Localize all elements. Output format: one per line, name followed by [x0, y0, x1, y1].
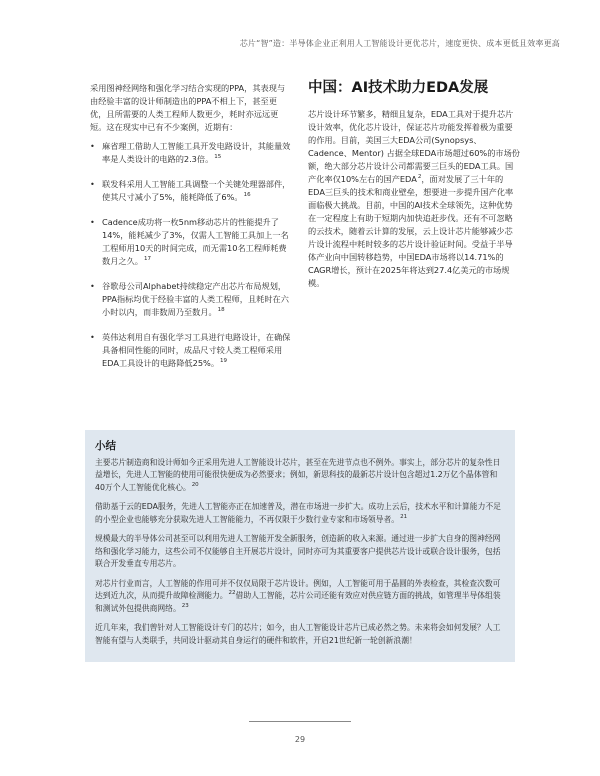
- right-column: [308, 78, 520, 290]
- intro-paragraph: 采用图神经网络和强化学习结合实现的PPA，其表现与由经验丰富的设计师制造出的PPA不相上下，甚至更优，且所需要的人类工程师人数更少，耗时亦远远更短。这在现实中已有不少案例，近期有：: [90, 83, 286, 132]
- footnote-ref: 18: [217, 307, 225, 314]
- summary-paragraph: [95, 578, 505, 616]
- summary-paragraph: [95, 501, 505, 526]
- summary-text-continued: 借助人工智能，芯片公司还能有效应对供应链方面的挑战，如管理半导体组装和测试外包提供商网络。: [95, 591, 501, 613]
- running-header: 芯片“智”造：半导体企业正利用人工智能设计更优芯片，速度更快、成本更低且效率更高: [239, 39, 560, 48]
- list-item: [90, 216, 293, 268]
- list-item-text: 麻省理工借助人工智能工具开发电路设计，其能量效率是人类设计的电路的2.3倍。: [102, 141, 291, 164]
- list-item: [90, 280, 293, 319]
- section-heading: 中国：AI技术助力EDA发展: [308, 80, 489, 96]
- summary-paragraph: [95, 533, 505, 571]
- list-item-text: Cadence成功将一枚5nm移动芯片的性能提升了14%，能耗减少了3%，仅需人工智能工具加上一名工程师用10天的时间完成，而无需10名工程师耗费数月之久。: [102, 217, 289, 266]
- summary-text: 对芯片行业而言，人工智能的作用可并不仅仅局限于芯片设计。例如，人工智能可用于晶圆的外表检查，其检查次数可达到近九次，从而提升故障检测能力。: [95, 578, 501, 600]
- summary-paragraph: [95, 622, 505, 647]
- list-item-text: 联发科采用人工智能工具调整一个关键处理器部件，使其尺寸减小了5%，能耗降低了6%。: [102, 179, 291, 202]
- footnote-ref: 21: [400, 513, 408, 520]
- case-list: [90, 140, 293, 370]
- summary-text: 借助基于云的EDA服务，先进人工智能亦正在加速普及，潜在市场进一步扩大。成功上云后，技术水平和计算能力不足的小型企业也能够充分获取先进人工智能能力，不再仅限于少数行业专家和市场领导者。: [95, 502, 501, 524]
- footnote-ref: 16: [243, 192, 251, 199]
- page-number: 29: [294, 735, 306, 744]
- footnote-ref: 19: [220, 358, 228, 365]
- footnote-ref: 23: [181, 602, 189, 609]
- footnote-ref: 15: [214, 154, 222, 161]
- list-item: [90, 331, 293, 370]
- summary-title: 小结: [95, 440, 116, 452]
- summary-text: 近几年来，我们曾针对人工智能设计专门的芯片；如今，由人工智能设计芯片已成必然之势。未来将会如何发展？人工智能有望与人类联手，共同设计驱动其自身运行的硬件和软件，开启21世纪新一轮创新浪潮！: [95, 623, 501, 645]
- list-item: [90, 140, 293, 166]
- body-paragraph: [308, 108, 520, 290]
- body-text-part1: 芯片设计环节繁多，精细且复杂，EDA工具对于提升芯片设计效率，优化芯片设计，保证芯片功能发挥着极为重要的作用。目前，美国三大EDA公司(Synopsys、Cadence、Mentor) 占据全球EDA市场超过60%的市场份额，绝大部分芯片设计公司都需要三巨头的EDA工具。国产化率仅10%左右的国产EDA: [308, 109, 520, 184]
- footnote-ref: 20: [191, 481, 199, 488]
- footnote-ref: 22: [228, 590, 236, 597]
- footer-divider: [249, 721, 351, 722]
- summary-paragraph: [95, 457, 505, 495]
- footnote-ref: 2: [417, 174, 422, 181]
- list-item: [90, 178, 293, 204]
- summary-text: 规模最大的半导体公司甚至可以利用先进人工智能开发全新服务，创造新的收入来源。通过进一步扩大自身的图神经网络和强化学习能力，这些公司不仅能够自主开展芯片设计，同时亦可为其重要客户提供芯片设计或联合设计服务，包括联合开发垂直专用芯片。: [95, 534, 501, 568]
- left-column: [90, 82, 293, 382]
- body-text-part2: ，面对发展了三十年的EDA三巨头的技术和商业壁垒，想要进一步提升国产化率面临极大挑战。目前，中国的AI技术全球领先，这种优势在一定程度上有助于短期内加快追赶步伐。还有不可忽略的云技术，随着云计算的发展，云上设计芯片能够减少芯片设计流程中耗时较多的芯片设计验证时间。受益于半导体产业向中国转移趋势，中国EDA市场将以14.71%的CAGR增长，预计在2025年将达到27.4亿美元的市场规模。: [308, 174, 514, 288]
- summary-text: 主要芯片制造商和设计师如今正采用先进人工智能设计芯片，甚至在先进节点也不例外。事实上，部分芯片的复杂性日益增长，先进人工智能的使用可能很快便成为必然要求；例如，新思科技的最新芯片设计包含超过1.2万亿个晶体管和40万个人工智能优化核心。: [95, 457, 501, 492]
- list-item-text: 谷歌母公司Alphabet持续稳定产出芯片布局规划，PPA指标均优于经验丰富的人类工程师，且耗时在六小时以内，而非数周乃至数月。: [102, 281, 289, 317]
- footnote-ref: 17: [143, 256, 151, 263]
- summary-box: [85, 430, 515, 662]
- list-item-text: 英伟达利用自有强化学习工具进行电路设计，在确保具备相同性能的同时，成品尺寸较人类工程师采用EDA工具设计的电路降低25%。: [102, 332, 291, 368]
